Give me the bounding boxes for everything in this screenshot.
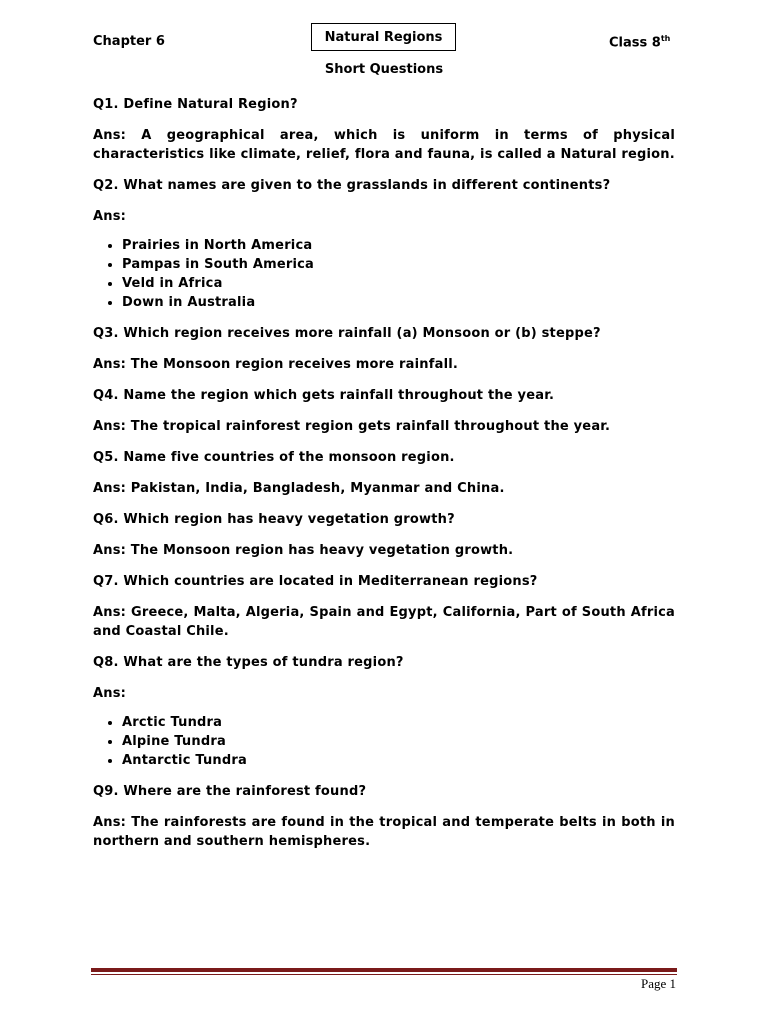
answer-3: Ans: The Monsoon region receives more rainfall.	[93, 357, 459, 372]
class-label-sup: th	[660, 34, 671, 43]
answer-5: Ans: Pakistan, India, Bangladesh, Myanmar and China.	[93, 481, 505, 496]
answer-1: Ans: A geographical area, which is uniform in terms of physical characteristics like climate, relief, flora and fauna, is called a Natural region.	[93, 128, 675, 162]
answer-2-list	[93, 236, 675, 312]
question-3: Q3. Which region receives more rainfall (a) Monsoon or (b) steppe?	[93, 326, 601, 341]
footer-rule	[91, 968, 677, 972]
question-7: Q7. Which countries are located in Mediterranean regions?	[93, 574, 538, 589]
answer-6: Ans: The Monsoon region has heavy vegetation growth.	[93, 543, 514, 558]
list-item: • Arctic Tundra	[122, 713, 675, 732]
answer-7: Ans: Greece, Malta, Algeria, Spain and Egypt, California, Part of South Africa and Coastal Chile.	[93, 605, 675, 639]
answer-8-list	[93, 713, 675, 770]
answer-9: Ans: The rainforests are found in the tropical and temperate belts in both in northern and southern hemispheres.	[93, 815, 675, 849]
class-label	[609, 34, 670, 50]
answer-4: Ans: The tropical rainforest region gets rainfall throughout the year.	[93, 419, 611, 434]
question-6: Q6. Which region has heavy vegetation growth?	[93, 512, 455, 527]
answer-2: Ans:	[93, 209, 127, 224]
list-item: • Pampas in South America	[122, 255, 675, 274]
page-title: Natural Regions	[311, 23, 456, 51]
question-4: Q4. Name the region which gets rainfall throughout the year.	[93, 388, 555, 403]
page-number: Page 1	[640, 976, 676, 991]
list-item: • Veld in Africa	[122, 274, 675, 293]
chapter-label: Chapter 6	[93, 34, 165, 49]
list-item: • Prairies in North America	[122, 236, 675, 255]
list-item: • Alpine Tundra	[122, 732, 675, 751]
question-5: Q5. Name five countries of the monsoon region.	[93, 450, 455, 465]
question-2: Q2. What names are given to the grasslands in different continents?	[93, 178, 611, 193]
answer-8: Ans:	[93, 686, 127, 701]
section-subtitle: Short Questions	[324, 62, 444, 77]
question-8: Q8. What are the types of tundra region?	[93, 655, 404, 670]
list-item: • Down in Australia	[122, 293, 675, 312]
class-label-text: Class 8	[609, 35, 661, 51]
list-item: • Antarctic Tundra	[122, 751, 675, 770]
footer-rule-thin	[91, 974, 677, 975]
question-1: Q1. Define Natural Region?	[93, 97, 298, 112]
question-9: Q9. Where are the rainforest found?	[93, 784, 367, 799]
qa-content	[93, 95, 675, 863]
